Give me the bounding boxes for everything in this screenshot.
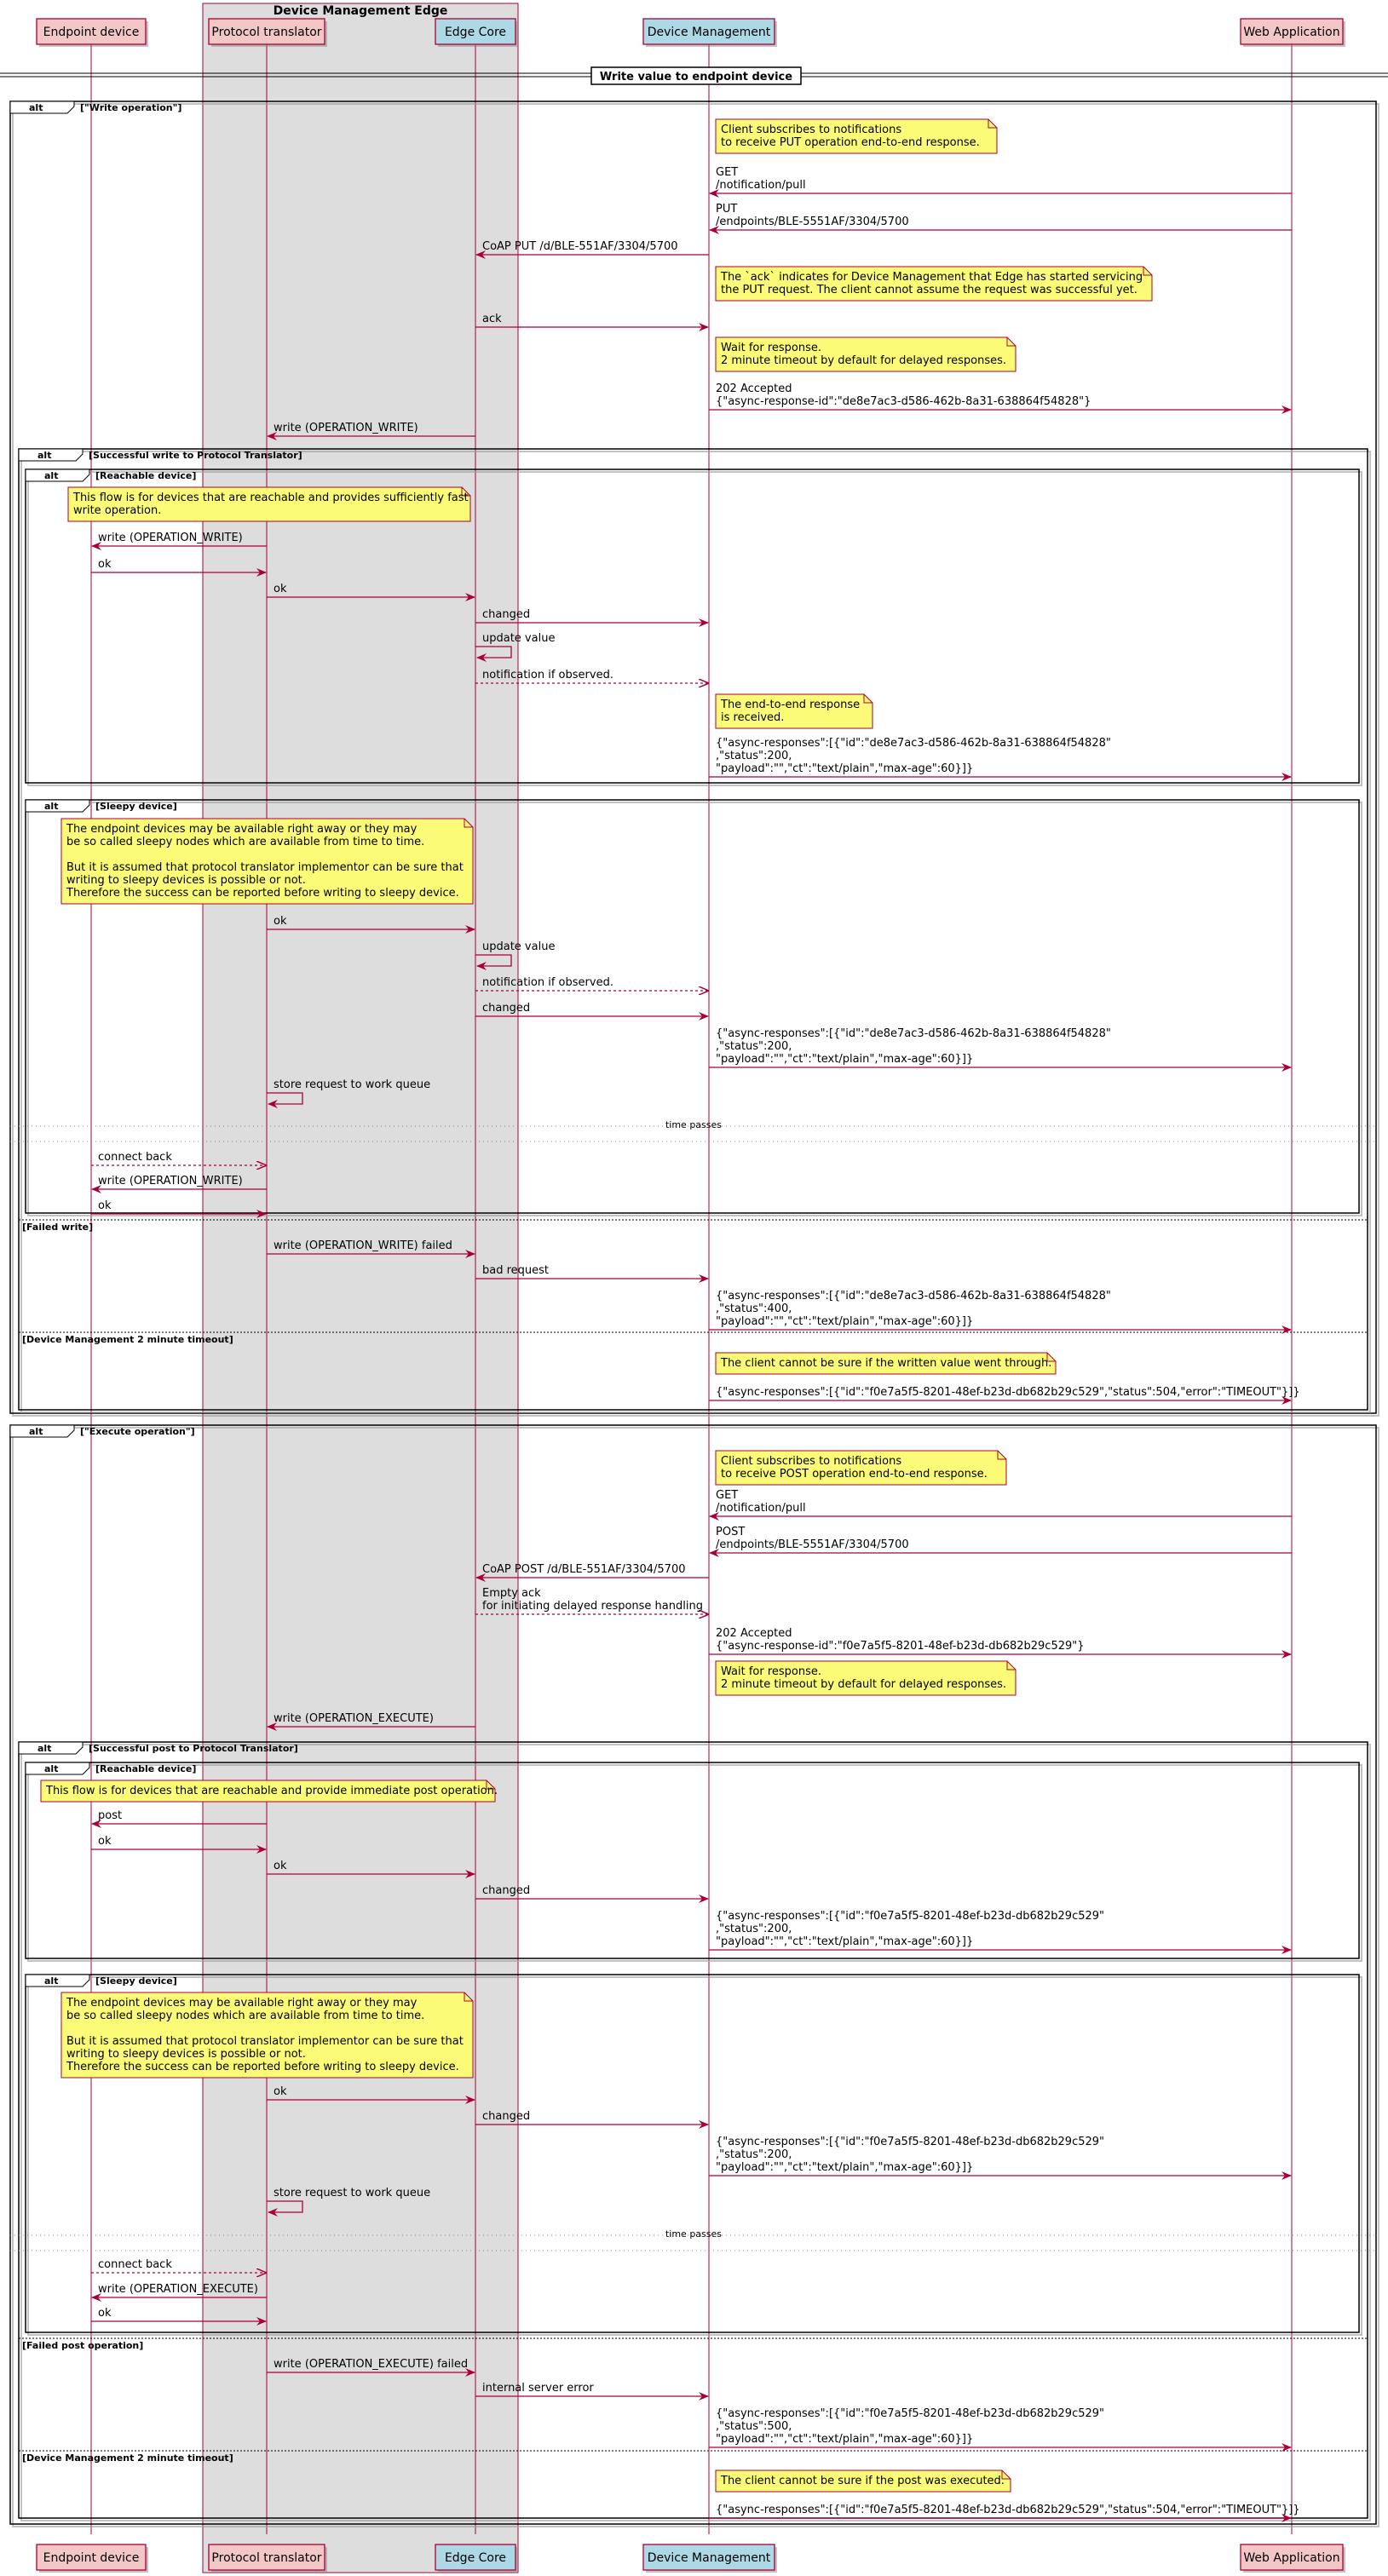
message-label: post [98, 1809, 123, 1822]
message-label: notification if observed. [482, 669, 613, 681]
message-label: Empty ack [482, 1587, 541, 1600]
note-text: 2 minute timeout by default for delayed responses. [721, 1678, 1006, 1691]
note-text: The endpoint devices may be available right away or they may [66, 1997, 418, 2010]
note-text: be so called sleepy nodes which are available from time to time. [66, 836, 425, 848]
frame-guard: [Successful write to Protocol Translator] [89, 450, 302, 461]
note-text: is received. [721, 711, 785, 724]
frame-guard: [Sleepy device] [95, 801, 177, 812]
message-label: ok [274, 1860, 287, 1872]
message-label: "payload":"","ct":"text/plain","max-age":60}]} [716, 1315, 974, 1328]
note-text: Client subscribes to notifications [721, 1455, 902, 1468]
message-label: PUT [716, 203, 738, 216]
message-label: changed [482, 1884, 531, 1897]
message-label: ok [98, 2307, 112, 2320]
message-label: update value [482, 940, 556, 953]
divider-label: Write value to endpoint device [599, 71, 793, 83]
frame-guard: [Successful post to Protocol Translator] [89, 1743, 298, 1754]
message-label: ok [274, 915, 287, 928]
note-text: Therefore the success can be reported before writing to sleepy device. [66, 2061, 459, 2073]
message-label: {"async-response-id":"f0e7a5f5-8201-48ef-b23d-db682b29c529"} [716, 1640, 1085, 1653]
participant-label: Endpoint device [43, 26, 140, 39]
frame-guard: [Reachable device] [95, 1763, 197, 1774]
frame-kind: alt [29, 1426, 43, 1437]
note-text: This flow is for devices that are reachable and provide immediate post operation. [46, 1785, 498, 1797]
note-text: be so called sleepy nodes which are available from time to time. [66, 2010, 425, 2022]
frame-kind: alt [44, 1763, 59, 1774]
message-label: "payload":"","ct":"text/plain","max-age":60}]} [716, 2161, 974, 2174]
message-label: {"async-responses":[{"id":"f0e7a5f5-8201-48ef-b23d-db682b29c529","status":504,"error":"TIMEOUT"}]} [716, 1386, 1300, 1399]
note-text: The endpoint devices may be available right away or they may [66, 823, 418, 836]
message-label: {"async-responses":[{"id":"de8e7ac3-d586-462b-8a31-638864f54828" [716, 1027, 1111, 1040]
message-label: write (OPERATION_EXECUTE) failed [274, 2358, 469, 2371]
message-label: "payload":"","ct":"text/plain","max-age":60}]} [716, 2433, 974, 2446]
participant-label: Edge Core [444, 26, 507, 39]
note-text: This flow is for devices that are reachable and provides sufficiently fast [73, 492, 469, 504]
participant-label: Protocol translator [211, 2551, 322, 2565]
message-label: write (OPERATION_WRITE) [98, 1175, 243, 1187]
frame-kind: alt [37, 450, 52, 461]
frame-kind: alt [44, 470, 59, 481]
delay-label: time passes [665, 2228, 723, 2240]
frame-kind: alt [44, 801, 59, 812]
message-label: store request to work queue [274, 2187, 431, 2199]
message-label: connect back [98, 1151, 172, 1164]
message-label: connect back [98, 2258, 172, 2271]
note-text: Wait for response. [721, 342, 822, 354]
message-label: "payload":"","ct":"text/plain","max-age":60}]} [716, 1053, 974, 1066]
frame-guard: ["Execute operation"] [80, 1426, 195, 1437]
frame-kind: alt [37, 1743, 52, 1754]
delay-label: time passes [665, 1119, 723, 1130]
message-label: ack [482, 313, 502, 325]
frame-guard: [Sleepy device] [95, 1975, 177, 1987]
message-label: notification if observed. [482, 976, 613, 989]
note-text: write operation. [73, 504, 162, 517]
message-label: ok [98, 1199, 112, 1212]
note-text: Wait for response. [721, 1665, 822, 1678]
message-label: ,"status":200, [716, 2148, 792, 2161]
participant-label: Device Management [647, 26, 771, 39]
message-label: ok [274, 583, 287, 595]
else-guard: [Device Management 2 minute timeout] [22, 2452, 233, 2464]
frame-kind: alt [44, 1975, 59, 1987]
message-label: GET [716, 1489, 739, 1502]
note-text: But it is assumed that protocol translator implementor can be sure that [66, 861, 464, 874]
message-label: for initiating delayed response handling [482, 1600, 703, 1613]
message-label: {"async-responses":[{"id":"f0e7a5f5-8201-48ef-b23d-db682b29c529" [716, 2407, 1105, 2420]
participant-label: Endpoint device [43, 2551, 140, 2565]
message-label: update value [482, 632, 556, 645]
message-label: GET [716, 166, 739, 179]
message-label: 202 Accepted [716, 1627, 792, 1640]
message-label: write (OPERATION_EXECUTE) [98, 2283, 258, 2296]
message-label: ,"status":200, [716, 1923, 792, 1935]
note-text: writing to sleepy devices is possible or not. [66, 2048, 306, 2061]
note-text: The client cannot be sure if the written value went through. [721, 1357, 1052, 1370]
message-label: changed [482, 1002, 531, 1015]
message-label: ,"status":200, [716, 1040, 792, 1053]
message-label: /endpoints/BLE-5551AF/3304/5700 [716, 216, 909, 228]
else-guard: [Device Management 2 minute timeout] [22, 1334, 233, 1345]
message-label: write (OPERATION_WRITE) failed [274, 1239, 452, 1252]
message-label: {"async-responses":[{"id":"de8e7ac3-d586-462b-8a31-638864f54828" [716, 1290, 1111, 1302]
note-text: The end-to-end response [721, 699, 861, 711]
note-text: Client subscribes to notifications [721, 124, 902, 136]
message-label: ok [274, 2085, 287, 2098]
participant-label: Protocol translator [211, 26, 322, 39]
message-label: {"async-responses":[{"id":"f0e7a5f5-8201-48ef-b23d-db682b29c529" [716, 2136, 1105, 2148]
note-text: Therefore the success can be reported before writing to sleepy device. [66, 887, 459, 900]
message-label: store request to work queue [274, 1078, 431, 1091]
note-text: the PUT request. The client cannot assume the request was successful yet. [721, 284, 1137, 296]
message-label: 202 Accepted [716, 382, 792, 395]
message-label: ,"status":200, [716, 750, 792, 762]
participant-label: Device Management [647, 2551, 771, 2565]
message-label: "payload":"","ct":"text/plain","max-age":60}]} [716, 762, 974, 775]
message-label: ok [98, 1835, 112, 1848]
message-label: {"async-responses":[{"id":"de8e7ac3-d586-462b-8a31-638864f54828" [716, 737, 1111, 750]
note-text: to receive POST operation end-to-end response. [721, 1468, 988, 1481]
else-guard: [Failed write] [22, 1222, 94, 1233]
note-text: to receive PUT operation end-to-end response. [721, 136, 980, 149]
participant-label: Web Application [1243, 26, 1340, 39]
message-label: {"async-response-id":"de8e7ac3-d586-462b-8a31-638864f54828"} [716, 395, 1091, 408]
note-text: 2 minute timeout by default for delayed responses. [721, 354, 1006, 367]
participant-label: Edge Core [444, 2551, 507, 2565]
box-title: Device Management Edge [273, 4, 448, 18]
frame-guard: [Reachable device] [95, 470, 197, 481]
note-text: writing to sleepy devices is possible or not. [66, 874, 306, 887]
message-label: /notification/pull [716, 179, 806, 192]
message-label: ,"status":500, [716, 2420, 792, 2433]
message-label: write (OPERATION_WRITE) [274, 422, 418, 434]
message-label: CoAP POST /d/BLE-551AF/3304/5700 [482, 1563, 686, 1576]
message-label: changed [482, 608, 531, 621]
frame-guard: ["Write operation"] [80, 102, 182, 113]
message-label: {"async-responses":[{"id":"f0e7a5f5-8201-48ef-b23d-db682b29c529","status":504,"error":"TIMEOUT"}]} [716, 2504, 1300, 2516]
message-label: /endpoints/BLE-5551AF/3304/5700 [716, 1538, 909, 1551]
participant-label: Web Application [1243, 2551, 1340, 2565]
message-label: ,"status":400, [716, 1302, 792, 1315]
note-text: But it is assumed that protocol translator implementor can be sure that [66, 2035, 464, 2048]
message-label: {"async-responses":[{"id":"f0e7a5f5-8201-48ef-b23d-db682b29c529" [716, 1910, 1105, 1923]
message-label: changed [482, 2110, 531, 2123]
note-text: The `ack` indicates for Device Management that Edge has started servicing [721, 271, 1143, 284]
message-label: POST [716, 1526, 746, 1538]
note-text: The client cannot be sure if the post was executed. [721, 2475, 1005, 2487]
message-label: internal server error [482, 2382, 594, 2395]
message-label: write (OPERATION_WRITE) [98, 532, 243, 544]
message-label: CoAP PUT /d/BLE-551AF/3304/5700 [482, 240, 678, 253]
message-label: /notification/pull [716, 1502, 806, 1515]
message-label: ok [98, 558, 112, 571]
frame-kind: alt [29, 102, 43, 113]
message-label: write (OPERATION_EXECUTE) [274, 1712, 434, 1725]
message-label: bad request [482, 1264, 550, 1277]
else-guard: [Failed post operation] [22, 2340, 144, 2351]
message-label: "payload":"","ct":"text/plain","max-age":60}]} [716, 1935, 974, 1948]
